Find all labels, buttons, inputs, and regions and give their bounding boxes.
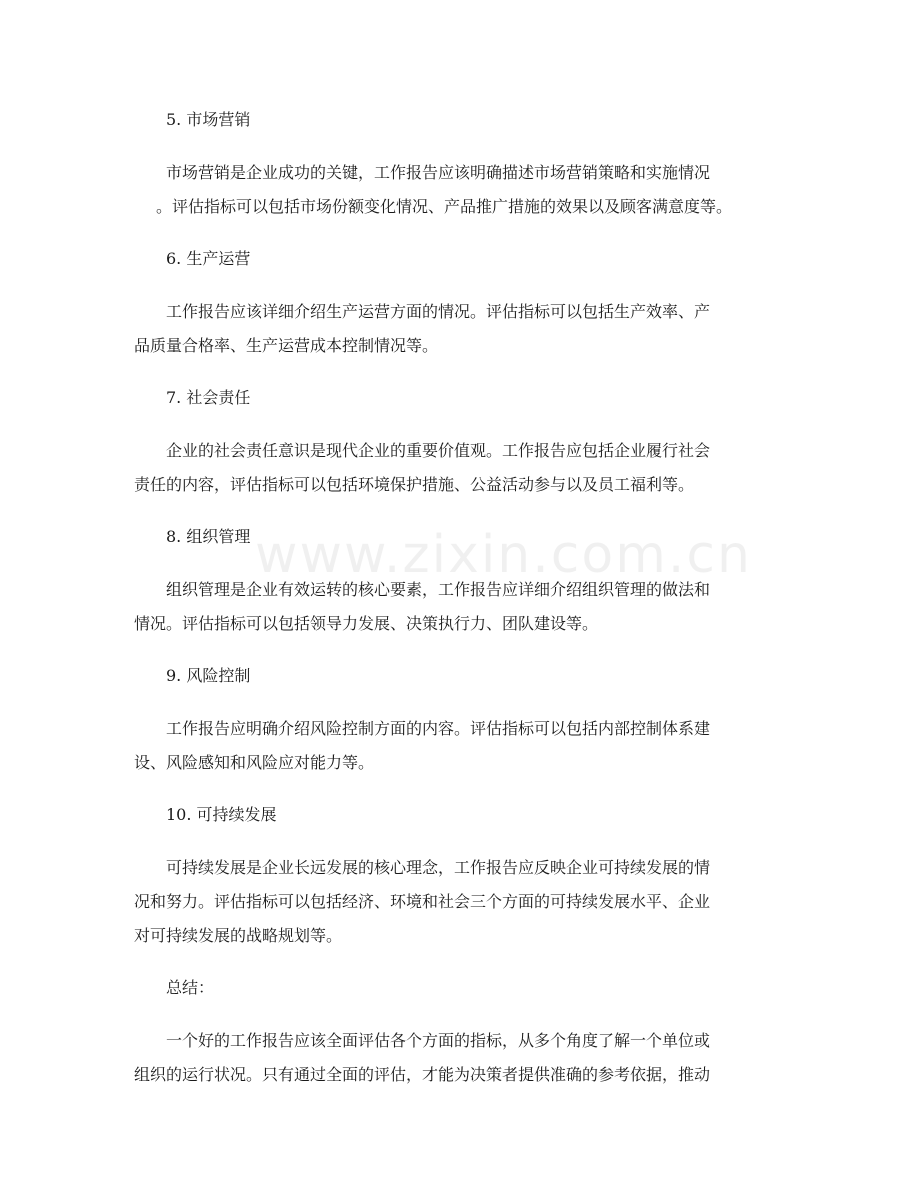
paragraph-line: 品质量合格率、生产运营成本控制情况等。 (134, 336, 439, 355)
section-paragraph-social-responsibility (0, 434, 786, 502)
section-paragraph-summary (0, 1024, 786, 1092)
paragraph-line: 工作报告应该详细介绍生产运营方面的情况。评估指标可以包括生产效率、产 (166, 302, 711, 321)
paragraph-line: 情况。评估指标可以包括领导力发展、决策执行力、团队建设等。 (134, 614, 599, 633)
paragraph-line: 设、风险感知和风险应对能力等。 (134, 753, 375, 772)
section-paragraph-sustainability (0, 851, 786, 953)
section-heading-summary: 总结： (166, 978, 215, 997)
section-heading-social-responsibility: 7. 社会责任 (166, 388, 251, 407)
paragraph-line: 对可持续发展的战略规划等。 (134, 926, 343, 945)
section-paragraph-organization (0, 573, 786, 641)
paragraph-line: 可持续发展是企业长远发展的核心理念，工作报告应反映企业可持续发展的情 (166, 858, 711, 877)
section-heading-marketing: 5. 市场营销 (166, 110, 251, 129)
paragraph-line: 况和努力。评估指标可以包括经济、环境和社会三个方面的可持续发展水平、企业 (134, 892, 711, 911)
section-paragraph-production (0, 295, 786, 363)
section-heading-production: 6. 生产运营 (166, 249, 251, 268)
paragraph-line: 责任的内容，评估指标可以包括环境保护措施、公益活动参与以及员工福利等。 (134, 475, 695, 494)
paragraph-line: 市场营销是企业成功的关键，工作报告应该明确描述市场营销策略和实施情况 (166, 163, 711, 182)
paragraph-line: 组织管理是企业有效运转的核心要素，工作报告应详细介绍组织管理的做法和 (166, 580, 711, 599)
paragraph-line: 组织的运行状况。只有通过全面的评估，才能为决策者提供准确的参考依据，推动 (134, 1065, 711, 1084)
document-body (0, 103, 920, 1110)
section-paragraph-marketing (0, 156, 786, 224)
watermark: www.zixin.com.cn (255, 525, 752, 585)
section-heading-organization: 8. 组织管理 (166, 527, 251, 546)
paragraph-line: 工作报告应明确介绍风险控制方面的内容。评估指标可以包括内部控制体系建 (166, 719, 711, 738)
section-paragraph-risk-control (0, 712, 786, 780)
paragraph-line: 。评估指标可以包括市场份额变化情况、产品推广措施的效果以及顾客满意度等。 (156, 197, 733, 216)
section-heading-sustainability: 10. 可持续发展 (166, 805, 277, 824)
section-heading-risk-control: 9. 风险控制 (166, 666, 251, 685)
paragraph-line: 企业的社会责任意识是现代企业的重要价值观。工作报告应包括企业履行社会 (166, 441, 711, 460)
paragraph-line: 一个好的工作报告应该全面评估各个方面的指标，从多个角度了解一个单位或 (166, 1031, 711, 1050)
